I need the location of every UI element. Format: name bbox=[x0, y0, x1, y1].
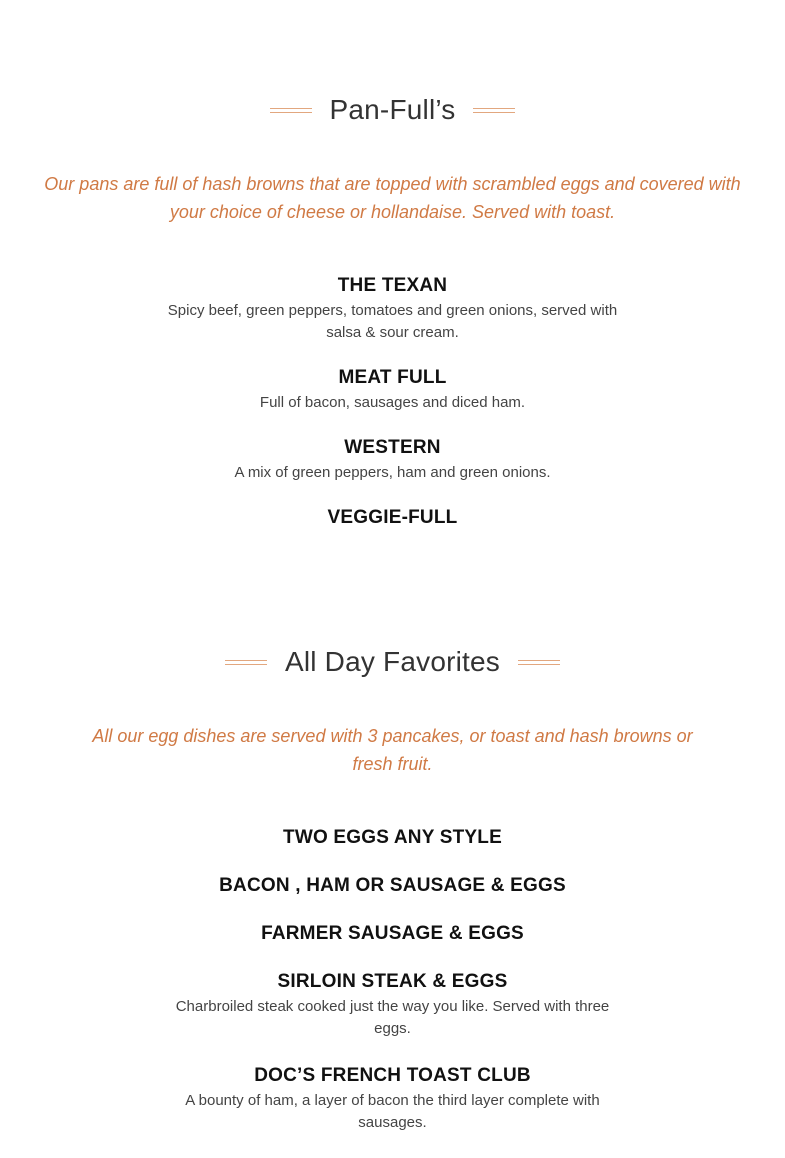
section-intro: Our pans are full of hash browns that are topped with scrambled eggs and covered with your choice of cheese or hollandaise. Served with toast. bbox=[44, 174, 741, 222]
heading-rule-right bbox=[473, 108, 515, 113]
section-heading bbox=[0, 640, 785, 684]
menu-item-description: Spicy beef, green peppers, tomatoes and green onions, served with salsa & sour cream. bbox=[167, 302, 618, 341]
menu-item bbox=[0, 274, 785, 344]
menu-item-name: TWO EGGS ANY STYLE bbox=[283, 827, 502, 848]
menu-item-list bbox=[0, 826, 785, 1134]
menu-item bbox=[0, 366, 785, 414]
menu-item-description: Charbroiled steak cooked just the way you like. Served with three eggs. bbox=[175, 998, 610, 1037]
section-intro: All our egg dishes are served with 3 pancakes, or toast and hash browns or fresh fruit. bbox=[92, 726, 693, 774]
heading-rule-left bbox=[270, 108, 312, 113]
menu-item-name: WESTERN bbox=[344, 437, 441, 458]
heading-rule-right bbox=[518, 660, 560, 665]
menu-section-all-day-favorites bbox=[0, 640, 785, 1158]
menu-item bbox=[0, 970, 785, 1040]
menu-item bbox=[0, 436, 785, 484]
menu-item-name: MEAT FULL bbox=[338, 367, 447, 388]
menu-item-list bbox=[0, 274, 785, 530]
menu-item-description: A bounty of ham, a layer of bacon the third layer complete with sausages. bbox=[185, 1092, 600, 1131]
menu-section-pan-fulls bbox=[0, 88, 785, 552]
menu-item-name: FARMER SAUSAGE & EGGS bbox=[261, 923, 524, 944]
menu-item bbox=[0, 506, 785, 530]
heading-rule-left bbox=[225, 660, 267, 665]
menu-item-description: Full of bacon, sausages and diced ham. bbox=[259, 394, 526, 411]
menu-item-name: SIRLOIN STEAK & EGGS bbox=[277, 971, 508, 992]
menu-item-name: DOC’S FRENCH TOAST CLUB bbox=[254, 1065, 531, 1086]
menu-item-description: A mix of green peppers, ham and green onions. bbox=[234, 464, 551, 481]
menu-item bbox=[0, 874, 785, 898]
menu-item-name: BACON , HAM OR SAUSAGE & EGGS bbox=[219, 875, 566, 896]
section-title: Pan-Full’s bbox=[329, 94, 456, 125]
menu-item bbox=[0, 1064, 785, 1134]
menu-item-name: THE TEXAN bbox=[337, 275, 448, 296]
section-title: All Day Favorites bbox=[284, 646, 500, 677]
menu-item bbox=[0, 922, 785, 946]
section-heading bbox=[0, 88, 785, 132]
menu-item-name: VEGGIE-FULL bbox=[327, 507, 458, 528]
menu-item bbox=[0, 826, 785, 850]
